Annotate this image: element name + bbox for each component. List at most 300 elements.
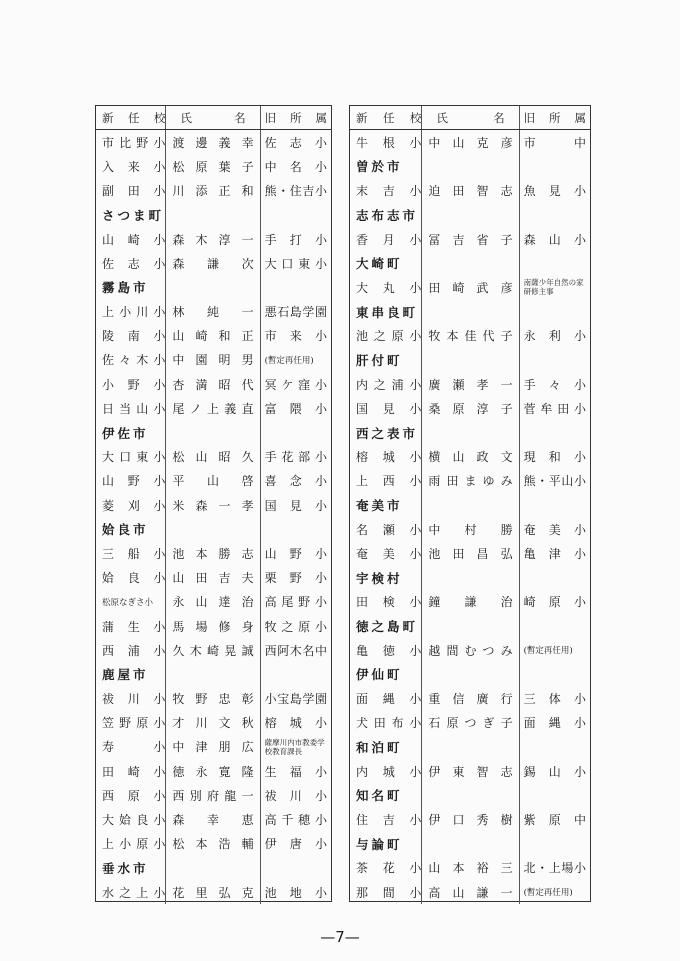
empty-prev-cell: [519, 832, 590, 856]
prev-text: 市 来 小: [264, 329, 327, 344]
school-cell: [96, 348, 165, 372]
municipality-cell: [350, 251, 421, 275]
name-text: 桑 原 淳 子: [428, 401, 513, 416]
school-cell: [96, 493, 165, 517]
name-text: 牧 本 佳 代 子: [428, 329, 513, 344]
school-text: 大 口 東 小: [102, 450, 166, 465]
school-cell: [350, 687, 421, 711]
name-text: 才 川 文 秋: [172, 716, 254, 731]
header-name: [165, 106, 259, 129]
header-school: [96, 106, 165, 129]
name-cell: [165, 832, 259, 856]
school-cell: [96, 130, 165, 154]
prev-cell: [260, 445, 331, 469]
empty-prev-cell: [519, 614, 590, 638]
municipality-label: 伊佐市: [102, 425, 149, 441]
empty-name-cell: [421, 154, 518, 178]
school-text: 茶 花 小: [356, 861, 422, 876]
municipality-cell: [96, 662, 165, 686]
name-text: 雨 田 ま ゆ み: [428, 474, 513, 489]
school-cell: [96, 759, 165, 783]
table-row: [96, 372, 331, 396]
municipality-row: [350, 154, 590, 178]
header-name-text: 氏 名: [180, 110, 246, 125]
prev-cell: [260, 566, 331, 590]
table-row: [96, 227, 331, 251]
table-row: [350, 590, 590, 614]
school-cell: [96, 541, 165, 565]
table-row: [350, 541, 590, 565]
table-row: [350, 324, 590, 348]
school-cell: [350, 880, 421, 904]
name-text: 鐘 謙 治: [428, 595, 513, 610]
name-text: 松 本 浩 輔: [172, 837, 254, 852]
prev-text: 榕 城 小: [264, 716, 327, 731]
page-number: —7—: [320, 928, 360, 946]
municipality-cell: [350, 832, 421, 856]
prev-text: 大 口 東 小: [264, 256, 327, 271]
left-table-body: [96, 130, 331, 904]
header-name: [421, 106, 518, 129]
table-row: [350, 711, 590, 735]
municipality-cell: [96, 275, 165, 299]
municipality-label: 伊仙町: [356, 667, 403, 683]
name-text: 林 純 一: [172, 305, 254, 320]
table-row: [96, 614, 331, 638]
prev-cell: [519, 179, 590, 203]
empty-name-cell: [421, 251, 518, 275]
municipality-label: 肝付町: [356, 352, 403, 368]
school-cell: [96, 396, 165, 420]
name-text: 冨 吉 省 子: [428, 232, 513, 247]
empty-name-cell: [165, 420, 259, 444]
name-cell: [165, 372, 259, 396]
name-cell: [165, 348, 259, 372]
name-cell: [421, 179, 518, 203]
prev-cell: [519, 711, 590, 735]
table-row: [350, 517, 590, 541]
prev-text: 紫 原 中: [523, 813, 586, 828]
school-text: 市 比 野 小: [102, 135, 166, 150]
table-row: [96, 566, 331, 590]
school-cell: [96, 832, 165, 856]
school-text: 名 瀬 小: [356, 522, 422, 537]
prev-text: 悪 石 島 学 園: [264, 305, 327, 320]
municipality-label: 東串良町: [356, 304, 419, 320]
school-cell: [96, 566, 165, 590]
school-text: 上 小 原 小: [102, 837, 166, 852]
school-cell: [350, 590, 421, 614]
table-row: [96, 154, 331, 178]
municipality-cell: [96, 203, 165, 227]
name-text: 杏 満 昭 代: [172, 377, 254, 392]
school-cell: [96, 469, 165, 493]
table-row: [96, 711, 331, 735]
name-text: 森 木 淳 一: [172, 232, 254, 247]
prev-cell: [519, 687, 590, 711]
prev-cell: [260, 324, 331, 348]
school-cell: [350, 517, 421, 541]
name-cell: [421, 275, 518, 299]
prev-cell: [260, 759, 331, 783]
name-text: 越 間 む つ み: [428, 643, 513, 658]
right-assignment-table: [349, 105, 591, 902]
prev-text: 崎 原 小: [523, 595, 586, 610]
prev-cell: [519, 880, 590, 904]
name-cell: [421, 807, 518, 831]
name-text: 廣 瀬 孝 一: [428, 377, 513, 392]
name-text: 牧 野 忠 彰: [172, 692, 254, 707]
prev-text: 池 地 小: [264, 885, 327, 900]
municipality-label: 姶良市: [102, 522, 149, 538]
empty-prev-cell: [519, 566, 590, 590]
name-text: 松 山 昭 久: [172, 450, 254, 465]
school-cell: [96, 807, 165, 831]
empty-name-cell: [165, 203, 259, 227]
municipality-cell: [350, 493, 421, 517]
empty-prev-cell: [260, 517, 331, 541]
municipality-label: 西之表市: [356, 425, 419, 441]
municipality-cell: [350, 154, 421, 178]
table-row: [350, 179, 590, 203]
municipality-cell: [350, 735, 421, 759]
school-text: 西 原 小: [102, 788, 166, 803]
empty-prev-cell: [519, 493, 590, 517]
municipality-label: 奄美市: [356, 498, 403, 514]
name-text: 米 森 一 孝: [172, 498, 254, 513]
header-prev-text: 旧 所 属: [264, 110, 327, 125]
name-text: 山 崎 和 正: [172, 329, 254, 344]
school-text: 大 姶 良 小: [102, 813, 166, 828]
prev-cell: [260, 179, 331, 203]
prev-text: 薩摩川内市教委学校教育課長: [264, 737, 325, 756]
table-row: [96, 300, 331, 324]
municipality-label: 鹿屋市: [102, 667, 149, 683]
school-cell: [350, 324, 421, 348]
school-text: 水 之 上 小: [102, 885, 166, 900]
municipality-row: [350, 735, 590, 759]
name-cell: [421, 445, 518, 469]
name-cell: [421, 759, 518, 783]
prev-cell: [519, 517, 590, 541]
municipality-label: 霧島市: [102, 280, 149, 296]
left-assignment-table: [95, 105, 332, 902]
prev-cell: [260, 469, 331, 493]
table-header: [96, 106, 331, 130]
school-text: 亀 徳 小: [356, 643, 422, 658]
school-text: 姶 良 小: [102, 571, 166, 586]
table-row: [96, 541, 331, 565]
prev-text: 西 阿 木 名 中: [264, 643, 327, 658]
name-text: 中 村 勝: [428, 522, 513, 537]
prev-text: 市 中: [523, 135, 586, 150]
name-cell: [165, 251, 259, 275]
prev-cell: [260, 130, 331, 154]
school-text: 那 間 小: [356, 885, 422, 900]
prev-cell: [260, 711, 331, 735]
name-cell: [421, 856, 518, 880]
municipality-cell: [350, 614, 421, 638]
school-text: 住 吉 小: [356, 813, 422, 828]
prev-text: 熊 ・ 住 吉 小: [264, 184, 327, 199]
school-text: 日 当 山 小: [102, 401, 166, 416]
header-prev-text: 旧 所 属: [523, 110, 586, 125]
name-text: 川 添 正 和: [172, 184, 254, 199]
municipality-label: 徳之島町: [356, 619, 419, 635]
municipality-row: [350, 566, 590, 590]
prev-cell: [519, 396, 590, 420]
empty-name-cell: [421, 566, 518, 590]
school-cell: [350, 179, 421, 203]
municipality-row: [350, 493, 590, 517]
name-text: 山 田 吉 夫: [172, 571, 254, 586]
name-text: 池 田 昌 弘: [428, 546, 513, 561]
prev-text: 高 千 穂 小: [264, 813, 327, 828]
name-cell: [165, 590, 259, 614]
name-text: 田 崎 武 彦: [428, 280, 513, 295]
table-row: [350, 807, 590, 831]
municipality-cell: [350, 348, 421, 372]
prev-text: 熊 ・ 平 山 小: [523, 474, 586, 489]
prev-text: 栗 野 小: [264, 571, 327, 586]
prev-cell: [260, 396, 331, 420]
name-cell: [165, 735, 259, 759]
prev-cell: [519, 807, 590, 831]
prev-text: 面 縄 小: [523, 716, 586, 731]
school-cell: [96, 324, 165, 348]
name-cell: [165, 324, 259, 348]
table-row: [96, 783, 331, 807]
school-cell: [96, 179, 165, 203]
prev-text: 錫 山 小: [523, 764, 586, 779]
school-cell: [96, 300, 165, 324]
table-row: [350, 759, 590, 783]
prev-cell: [519, 469, 590, 493]
name-text: 徳 永 寛 隆: [172, 764, 254, 779]
name-text: 久 木 崎 晃 誠: [172, 643, 254, 658]
table-row: [96, 493, 331, 517]
table-row: [350, 372, 590, 396]
empty-prev-cell: [519, 783, 590, 807]
prev-text: 冥 ケ 窪 小: [264, 377, 327, 392]
name-cell: [165, 759, 259, 783]
school-cell: [350, 445, 421, 469]
prev-cell: [519, 324, 590, 348]
name-cell: [165, 566, 259, 590]
prev-cell: [260, 807, 331, 831]
school-text: 香 月 小: [356, 232, 422, 247]
empty-prev-cell: [519, 735, 590, 759]
name-cell: [421, 469, 518, 493]
name-cell: [165, 154, 259, 178]
prev-cell: [260, 251, 331, 275]
municipality-cell: [350, 783, 421, 807]
prev-cell: [260, 300, 331, 324]
school-text: 榕 城 小: [356, 450, 422, 465]
name-text: 伊 口 秀 樹: [428, 813, 513, 828]
table-row: [350, 275, 590, 299]
municipality-label: 志布志市: [356, 207, 419, 223]
table-row: [350, 880, 590, 904]
school-cell: [96, 154, 165, 178]
table-row: [350, 638, 590, 662]
empty-prev-cell: [519, 300, 590, 324]
prev-cell: [260, 614, 331, 638]
empty-name-cell: [421, 348, 518, 372]
school-text: 副 田 小: [102, 184, 166, 199]
name-cell: [421, 687, 518, 711]
prev-text: 山 野 小: [264, 546, 327, 561]
name-text: 横 山 政 文: [428, 450, 513, 465]
name-cell: [165, 227, 259, 251]
prev-text: 南薩少年自然の家研修主事: [523, 278, 584, 297]
prev-cell: [260, 783, 331, 807]
prev-cell: [260, 493, 331, 517]
school-text: 牛 根 小: [356, 135, 422, 150]
school-cell: [96, 372, 165, 396]
prev-cell: [260, 880, 331, 904]
header-school-text: 新 任 校: [356, 110, 422, 125]
name-cell: [165, 638, 259, 662]
prev-text: 生 福 小: [264, 764, 327, 779]
school-text: 山 崎 小: [102, 232, 166, 247]
municipality-cell: [96, 420, 165, 444]
empty-prev-cell: [519, 154, 590, 178]
empty-name-cell: [165, 662, 259, 686]
empty-name-cell: [421, 614, 518, 638]
table-row: [96, 735, 331, 759]
table-row: [96, 396, 331, 420]
table-row: [350, 227, 590, 251]
school-text: 上 西 小: [356, 474, 422, 489]
table-row: [96, 179, 331, 203]
school-cell: [96, 638, 165, 662]
prev-cell: [519, 372, 590, 396]
municipality-row: [350, 300, 590, 324]
prev-cell: [519, 590, 590, 614]
name-text: 花 里 弘 克: [172, 885, 254, 900]
faded-header-bleed: [470, 70, 580, 80]
municipality-label: 知名町: [356, 788, 403, 804]
prev-text: 魚 見 小: [523, 184, 586, 199]
school-text: 大 丸 小: [356, 280, 422, 295]
name-cell: [421, 130, 518, 154]
prev-text: 菅 牟 田 小: [523, 401, 586, 416]
prev-text: (暫定再任用): [523, 888, 573, 899]
prev-text: 手 打 小: [264, 232, 327, 247]
name-cell: [421, 711, 518, 735]
prev-cell: [519, 638, 590, 662]
name-cell: [421, 396, 518, 420]
empty-prev-cell: [260, 420, 331, 444]
prev-cell: [260, 590, 331, 614]
table-row: [96, 759, 331, 783]
table-row: [96, 638, 331, 662]
school-text: 佐 々 木 小: [102, 353, 166, 368]
school-text: 陵 南 小: [102, 329, 166, 344]
empty-name-cell: [165, 517, 259, 541]
school-text: 内 之 浦 小: [356, 377, 422, 392]
school-text: 三 船 小: [102, 546, 166, 561]
school-cell: [350, 856, 421, 880]
name-text: 尾 ノ 上 義 直: [172, 401, 254, 416]
municipality-label: さつま町: [102, 207, 165, 223]
school-text: 寿 小: [102, 740, 166, 755]
prev-text: 奄 美 小: [523, 522, 586, 537]
prev-cell: [260, 638, 331, 662]
prev-text: 富 隈 小: [264, 401, 327, 416]
municipality-label: 垂水市: [102, 860, 149, 876]
municipality-row: [96, 517, 331, 541]
prev-cell: [260, 227, 331, 251]
name-text: 松 原 葉 子: [172, 159, 254, 174]
name-cell: [165, 541, 259, 565]
municipality-cell: [96, 856, 165, 880]
prev-cell: [260, 372, 331, 396]
empty-name-cell: [421, 300, 518, 324]
school-cell: [96, 590, 165, 614]
name-text: 山 本 裕 三: [428, 861, 513, 876]
school-cell: [96, 445, 165, 469]
prev-text: (暫定再任用): [523, 646, 573, 657]
prev-cell: [519, 275, 590, 299]
name-cell: [421, 880, 518, 904]
school-cell: [350, 807, 421, 831]
name-text: 中 津 朋 広: [172, 740, 254, 755]
prev-text: 森 山 小: [523, 232, 586, 247]
table-row: [350, 130, 590, 154]
prev-text: 手 々 小: [523, 377, 586, 392]
municipality-row: [350, 420, 590, 444]
empty-prev-cell: [260, 203, 331, 227]
prev-text: 牧 之 原 小: [264, 619, 327, 634]
prev-cell: [260, 687, 331, 711]
empty-prev-cell: [260, 275, 331, 299]
table-row: [96, 880, 331, 904]
school-text: 田 検 小: [356, 595, 422, 610]
school-cell: [96, 227, 165, 251]
prev-text: 三 体 小: [523, 692, 586, 707]
school-cell: [350, 275, 421, 299]
municipality-label: 大崎町: [356, 256, 403, 272]
name-text: 中 山 克 彦: [428, 135, 513, 150]
name-text: 森 幸 恵: [172, 813, 254, 828]
prev-text: 祓 川 小: [264, 788, 327, 803]
name-cell: [165, 614, 259, 638]
municipality-row: [96, 203, 331, 227]
school-text: 西 浦 小: [102, 643, 166, 658]
school-text: 田 崎 小: [102, 764, 166, 779]
school-cell: [96, 614, 165, 638]
school-text: 国 見 小: [356, 401, 422, 416]
table-row: [96, 251, 331, 275]
prev-text: 小 宝 島 学 園: [264, 692, 327, 707]
prev-text: 国 見 小: [264, 498, 327, 513]
prev-cell: [260, 735, 331, 759]
prev-text: 佐 志 小: [264, 135, 327, 150]
empty-prev-cell: [519, 662, 590, 686]
school-cell: [350, 541, 421, 565]
table-row: [96, 348, 331, 372]
municipality-row: [350, 662, 590, 686]
name-cell: [165, 783, 259, 807]
municipality-row: [350, 251, 590, 275]
municipality-row: [350, 203, 590, 227]
school-text: 笠 野 原 小: [102, 716, 166, 731]
table-row: [96, 590, 331, 614]
name-text: 馬 場 修 身: [172, 619, 254, 634]
school-text: 犬 田 布 小: [356, 716, 422, 731]
